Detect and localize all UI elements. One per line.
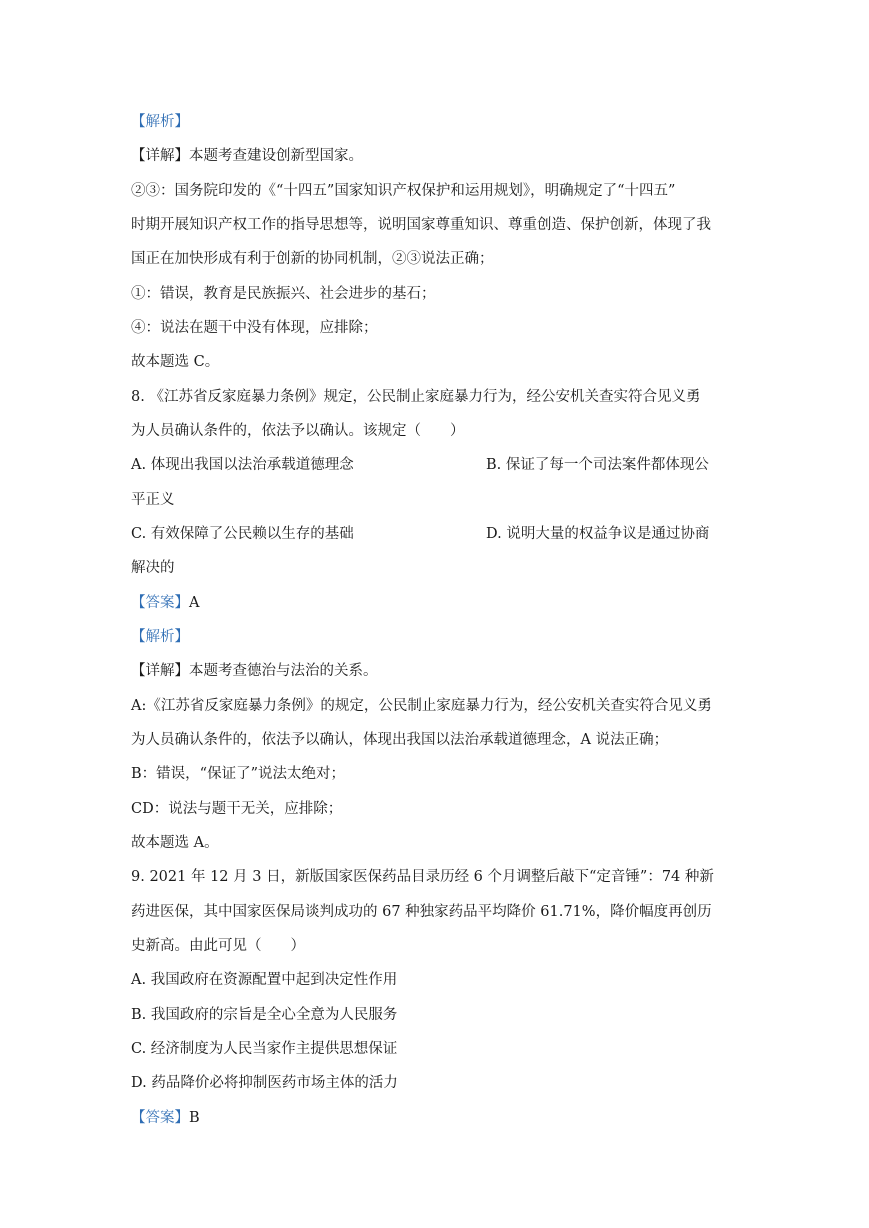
- q8-option-row: [131, 455, 354, 475]
- q8-option-d: D. 说明大量的权益争议是通过协商: [486, 526, 710, 542]
- q8-option-a: A. 体现出我国以法治承载道德理念: [131, 457, 354, 473]
- question-9-stem: 药进医保，其中国家医保局谈判成功的 67 种独家药品平均降价 61.71%，降价幅度再创历: [131, 904, 712, 920]
- question-9-stem: 史新高。由此可见（ ）: [131, 938, 305, 954]
- detail-label: 【详解】: [131, 148, 189, 164]
- answer-line: [131, 593, 199, 613]
- question-8-stem: 为人员确认条件的，依法予以确认。该规定（ ）: [131, 423, 465, 439]
- detail-text: 本题考查德治与法治的关系。: [189, 663, 378, 679]
- question-9-stem: 9. 2021 年 12 月 3 日，新版国家医保药品目录历经 6 个月调整后敲下“定音锤”：74 种新: [131, 869, 714, 885]
- q8-option-c: C. 有效保障了公民赖以生存的基础: [131, 526, 354, 542]
- text-line: ②③：国务院印发的《“十四五”国家知识产权保护和运用规划》，明确规定了“十四五”: [131, 183, 676, 199]
- text-line: ①：错误，教育是民族振兴、社会进步的基石；: [131, 286, 436, 302]
- text-line: 国正在加快形成有利于创新的协同机制，②③说法正确；: [131, 251, 494, 267]
- analysis-label: 【解析】: [131, 629, 189, 645]
- text-line: 时期开展知识产权工作的指导思想等，说明国家尊重知识、尊重创造、保护创新，体现了我: [131, 217, 711, 233]
- q9-option-c: C. 经济制度为人民当家作主提供思想保证: [131, 1041, 398, 1057]
- q9-option-d: D. 药品降价必将抑制医药市场主体的活力: [131, 1075, 398, 1091]
- answer-label: 【答案】: [131, 1110, 189, 1126]
- q8-option-b-cont: 平正义: [131, 492, 175, 508]
- text-line: ④：说法在题干中没有体现，应排除；: [131, 320, 378, 336]
- text-line: B：错误，“保证了”说法太绝对；: [131, 766, 345, 782]
- q8-option-b: B. 保证了每一个司法案件都体现公: [486, 457, 709, 473]
- question-8-stem: 8. 《江苏省反家庭暴力条例》规定，公民制止家庭暴力行为，经公安机关查实符合见义勇: [131, 389, 701, 405]
- analysis-label: 【解析】: [131, 114, 189, 130]
- answer-line: [131, 1108, 200, 1128]
- q8-option-d-cont: 解决的: [131, 560, 175, 576]
- answer-value: B: [189, 1110, 200, 1126]
- answer-label: 【答案】: [131, 595, 189, 611]
- detail-paragraph: [131, 661, 378, 681]
- detail-text: 本题考查建设创新型国家。: [189, 148, 363, 164]
- text-line: 为人员确认条件的，依法予以确认，体现出我国以法治承载道德理念，A 说法正确；: [131, 732, 669, 748]
- q9-option-a: A. 我国政府在资源配置中起到决定性作用: [131, 972, 398, 988]
- answer-value: A: [189, 595, 200, 611]
- detail-label: 【详解】: [131, 663, 189, 679]
- q9-option-b: B. 我国政府的宗旨是全心全意为人民服务: [131, 1007, 398, 1023]
- text-line: A:《江苏省反家庭暴力条例》的规定，公民制止家庭暴力行为，经公安机关查实符合见义勇: [131, 698, 712, 714]
- detail-paragraph: [131, 146, 363, 166]
- text-line: CD：说法与题干无关，应排除；: [131, 801, 343, 817]
- text-line: 故本题选 C。: [131, 354, 220, 370]
- text-line: 故本题选 A。: [131, 835, 219, 851]
